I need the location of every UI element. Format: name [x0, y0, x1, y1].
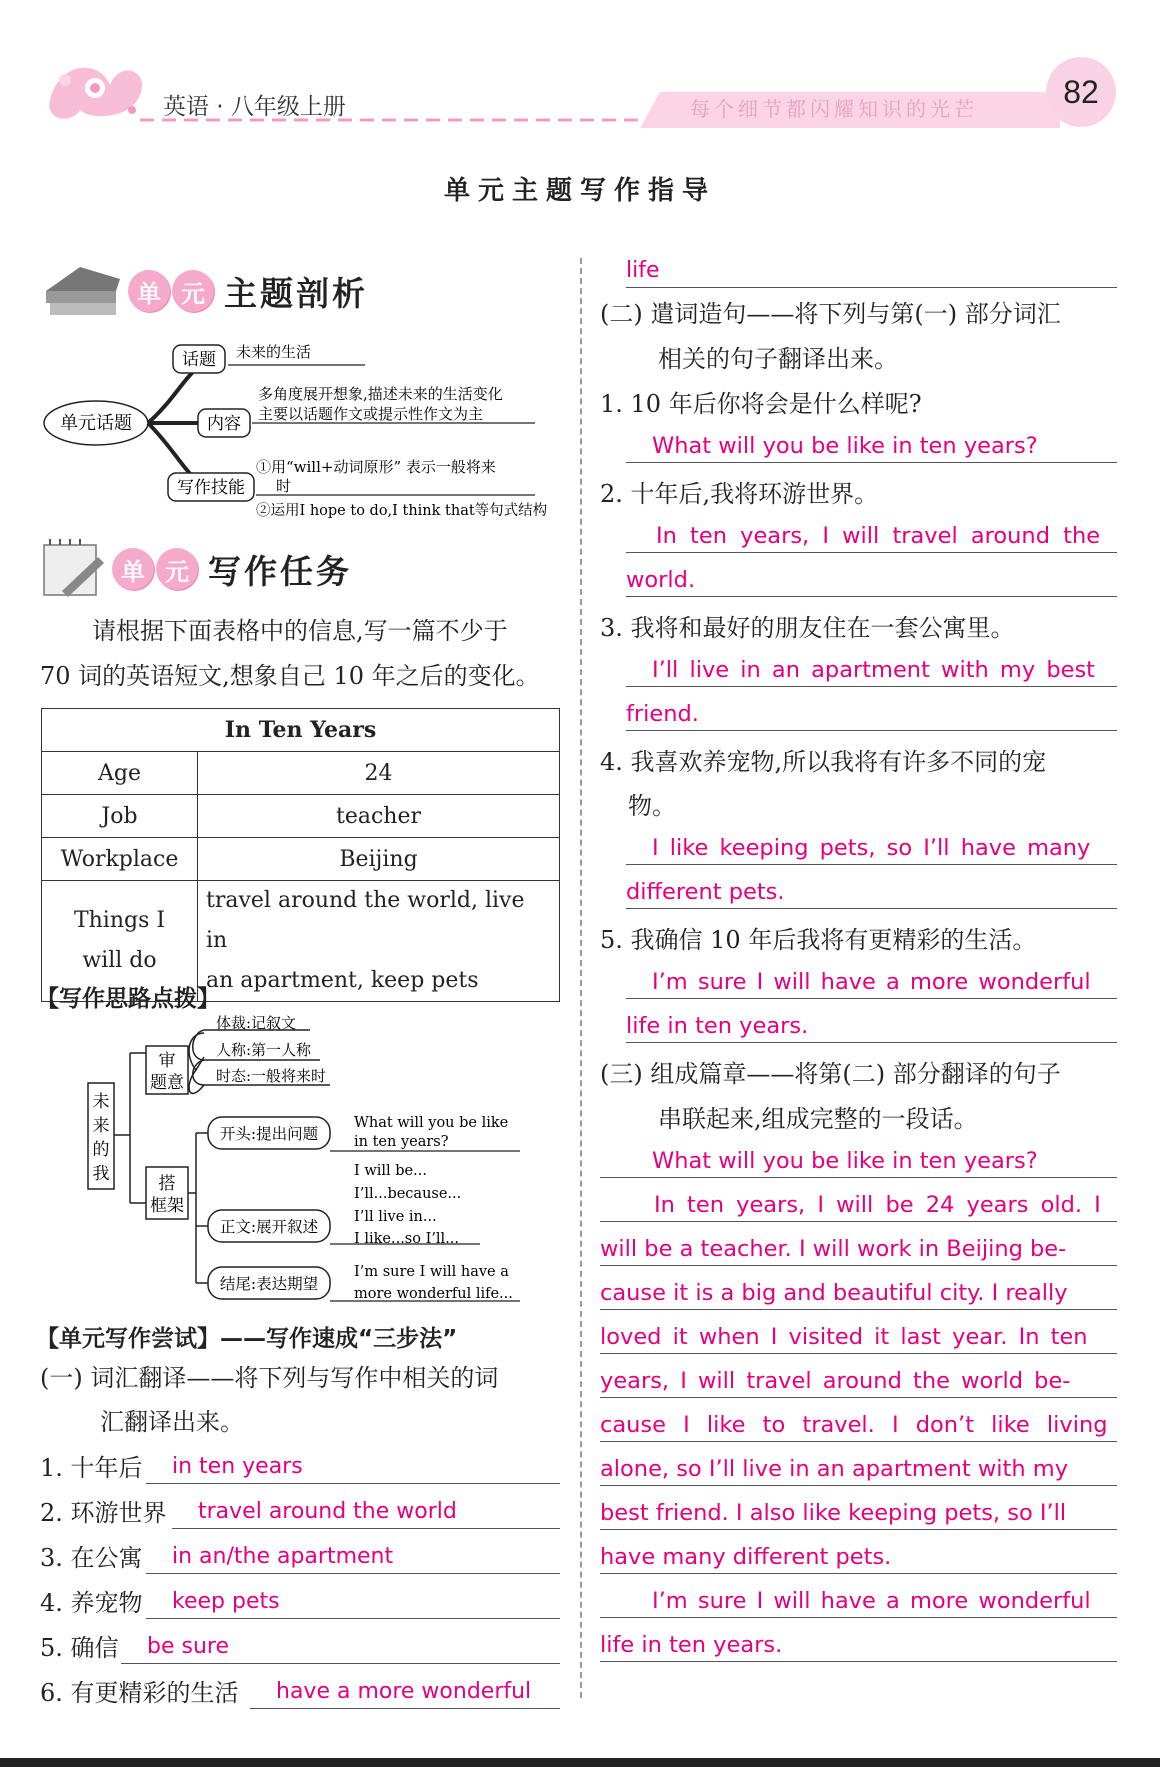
task-intro-line2: 70 词的英语短文,想象自己 10 年之后的变化。 [40, 662, 540, 690]
vocab-answer: life [626, 258, 660, 283]
sentence-question: 4. 我喜欢养宠物,所以我将有许多不同的宠 [600, 748, 1047, 776]
book-title: 英语 · 八年级上册 [163, 94, 346, 120]
mindmap-topic: 话题 [182, 350, 216, 370]
part3-instruction-line2: 串联起来,组成完整的一段话。 [658, 1105, 978, 1133]
part2-instruction-line2: 相关的句子翻译出来。 [658, 345, 898, 373]
attempt-heading: 【单元写作尝试】——写作速成“三步法” [36, 1326, 458, 1352]
answer-text: friend. [626, 701, 699, 727]
answer-text: I like keeping pets, so I’ll have many [652, 835, 1091, 861]
passage-line [600, 1222, 1117, 1266]
mindmap-skill-line3: ②运用I hope to do,I think that等句式结构 [256, 503, 548, 519]
sentence-answer [626, 643, 1117, 687]
passage-line [600, 1134, 1117, 1178]
passage-text: best friend. I also like keeping pets, so I’ll [600, 1500, 1067, 1526]
vocab-answer-line [121, 1624, 560, 1664]
shen-label: 题意 [150, 1073, 184, 1093]
passage-line [600, 1618, 1117, 1662]
passage-text: will be a teacher. I will work in Beijing be- [600, 1236, 1067, 1262]
table-cell: Job [42, 795, 198, 838]
passage-text: have many different pets. [600, 1544, 892, 1570]
passage-text: What will you be like in ten years? [652, 1148, 1038, 1174]
da-label: 搭 [158, 1174, 176, 1194]
table-cell: teacher [198, 795, 560, 838]
circle-char-2: 元 [172, 270, 214, 312]
vocab-question: 3. 在公寓 [40, 1544, 143, 1572]
passage-line [600, 1266, 1117, 1310]
table-row [42, 838, 560, 881]
passage-line [600, 1442, 1117, 1486]
vocab-answer: in ten years [172, 1454, 303, 1479]
vocab-answer-line [250, 1669, 560, 1709]
circle-char-1: 单 [112, 548, 154, 590]
table-row [42, 752, 560, 795]
body-text: I like...so I’ll... [354, 1231, 460, 1247]
section-title: 写作任务 [208, 551, 352, 591]
answer-text: world. [626, 567, 696, 593]
passage-text: I’m sure I will have a more wonderful [652, 1588, 1091, 1614]
open-label: 开头:提出问题 [219, 1125, 319, 1143]
open-text: What will you be like [354, 1115, 509, 1131]
sentence-question: 1. 10 年后你将会是什么样呢? [600, 390, 922, 418]
root-char: 的 [92, 1140, 110, 1160]
vocab-question: 2. 环游世界 [40, 1499, 167, 1527]
circle-char-2: 元 [156, 548, 198, 590]
circle-char-1: 单 [128, 270, 170, 312]
passage-line [600, 1310, 1117, 1354]
table-cell: Things I will do [42, 881, 198, 1002]
table-cell: Age [42, 752, 198, 795]
body-label: 正文:展开叙述 [219, 1218, 319, 1236]
books-icon [40, 261, 126, 321]
end-label: 结尾:表达期望 [219, 1275, 319, 1293]
table-row [42, 795, 560, 838]
passage-text: life in ten years. [600, 1632, 783, 1658]
vocab-question: 1. 十年后 [40, 1454, 143, 1482]
mindmap-content: 内容 [207, 414, 241, 434]
answer-text: I’ll live in an apartment with my best [652, 657, 1095, 683]
sentence-answer [626, 419, 1117, 463]
answer-text: What will you be like in ten years? [652, 433, 1038, 459]
vocab-question: 6. 有更精彩的生活 [40, 1679, 239, 1707]
passage-line [600, 1530, 1117, 1574]
vocab-question: 5. 确信 [40, 1634, 119, 1662]
da-label: 框架 [150, 1196, 184, 1216]
part1-instruction-line2: 汇翻译出来。 [100, 1408, 244, 1436]
vocab-answer-line [172, 1489, 560, 1529]
tips-heading: 【写作思路点拨】 [36, 986, 220, 1012]
part1-instruction-line1: (一) 词汇翻译——将下列与写作中相关的词 [40, 1364, 499, 1392]
passage-text: alone, so I’ll live in an apartment with my [600, 1456, 1069, 1482]
page-number: 82 [1046, 57, 1116, 127]
table-title: In Ten Years [42, 709, 560, 752]
sentence-question: 3. 我将和最好的朋友住在一套公寓里。 [600, 614, 1015, 642]
vocab-answer: in an/the apartment [172, 1544, 394, 1569]
section-task-heading [40, 540, 400, 604]
passage-line [600, 1486, 1117, 1530]
answer-text: In ten years, I will travel around the [656, 523, 1101, 549]
sentence-answer [626, 553, 1117, 597]
vocab-answer: be sure [147, 1634, 229, 1659]
sentence-answer [626, 955, 1117, 999]
shen-ren: 人称:第一人称 [216, 1041, 312, 1059]
part3-instruction-line1: (三) 组成篇章——将第(二) 部分翻译的句子 [600, 1060, 1061, 1088]
mindmap-content-line2: 主要以话题作文或提示性作文为主 [258, 405, 484, 423]
sentence-answer [626, 687, 1117, 731]
framework-mindmap [80, 1015, 540, 1305]
answer-text: life in ten years. [626, 1013, 809, 1039]
flower-ornament-icon [49, 68, 142, 119]
body-text: I’ll...because... [354, 1186, 462, 1202]
mindmap-center: 单元话题 [60, 413, 132, 434]
table-cell: travel around the world, live in an apartment, keep pets [198, 881, 560, 1002]
passage-text: cause I like to travel. I don’t like living [600, 1412, 1108, 1438]
shen-ti: 体裁:记叙文 [216, 1015, 297, 1032]
topic-mindmap [40, 335, 570, 525]
section-analysis-heading [40, 262, 400, 326]
sentence-answer [626, 865, 1117, 909]
root-char: 我 [92, 1164, 110, 1184]
vocab-answer: have a more wonderful [276, 1679, 532, 1704]
vocab-answer-continuation [626, 248, 1117, 288]
sentence-answer [626, 821, 1117, 865]
vocab-answer: keep pets [172, 1589, 280, 1614]
mindmap-content-line1: 多角度展开想象,描述未来的生活变化 [258, 385, 503, 403]
open-text: in ten years? [354, 1134, 449, 1150]
passage-text: loved it when I visited it last year. In ten [600, 1324, 1088, 1350]
shen-shi: 时态:一般将来时 [216, 1067, 327, 1085]
sentence-answer [626, 509, 1117, 553]
passage-line [600, 1178, 1117, 1222]
bottom-bar [0, 1758, 1160, 1767]
passage-line [600, 1574, 1117, 1618]
sentence-question: 5. 我确信 10 年后我将有更精彩的生活。 [600, 926, 1037, 954]
column-divider [580, 258, 582, 1698]
vocab-question: 4. 养宠物 [40, 1589, 143, 1617]
passage-text: cause it is a big and beautiful city. I really [600, 1280, 1068, 1306]
part2-instruction-line1: (二) 遣词造句——将下列与第(一) 部分词汇 [600, 300, 1061, 328]
answer-text: I’m sure I will have a more wonderful [652, 969, 1091, 995]
mindmap-skill-line1: ①用“will+动词原形” 表示一般将来 [256, 458, 496, 476]
passage-line [600, 1398, 1117, 1442]
passage-text: In ten years, I will be 24 years old. I [654, 1192, 1101, 1218]
mindmap-topic-text: 未来的生活 [236, 343, 312, 361]
shen-label: 审 [158, 1051, 176, 1071]
root-char: 未 [92, 1092, 110, 1112]
passage-line [600, 1354, 1117, 1398]
table-cell: 24 [198, 752, 560, 795]
vocab-answer: travel around the world [198, 1499, 457, 1524]
table-cell: Beijing [198, 838, 560, 881]
page-title: 单元主题写作指导 [443, 176, 716, 206]
passage-text: years, I will travel around the world be- [600, 1368, 1071, 1394]
header-motto: 每个细节都闪耀知识的光芒 [690, 97, 978, 121]
sentence-answer [626, 999, 1117, 1043]
end-text: I’m sure I will have a [354, 1264, 509, 1280]
vocab-answer-line [146, 1534, 560, 1574]
body-text: I will be... [354, 1163, 427, 1179]
notepad-icon [40, 539, 108, 599]
sentence-question: 2. 十年后,我将环游世界。 [600, 480, 879, 508]
body-text: I’ll live in... [354, 1209, 437, 1225]
root-char: 来 [92, 1116, 110, 1136]
info-table [41, 708, 560, 1002]
section-title: 主题剖析 [224, 273, 368, 313]
vocab-answer-line [146, 1579, 560, 1619]
task-intro-line1: 请根据下面表格中的信息,写一篇不少于 [92, 617, 508, 645]
vocab-answer-line [146, 1444, 560, 1484]
answer-text: different pets. [626, 879, 785, 905]
end-text: more wonderful life... [354, 1286, 513, 1302]
mindmap-skill-line2: 时 [276, 477, 292, 495]
sentence-question-cont: 物。 [628, 792, 676, 820]
mindmap-skill: 写作技能 [177, 478, 245, 498]
table-cell: Workplace [42, 838, 198, 881]
